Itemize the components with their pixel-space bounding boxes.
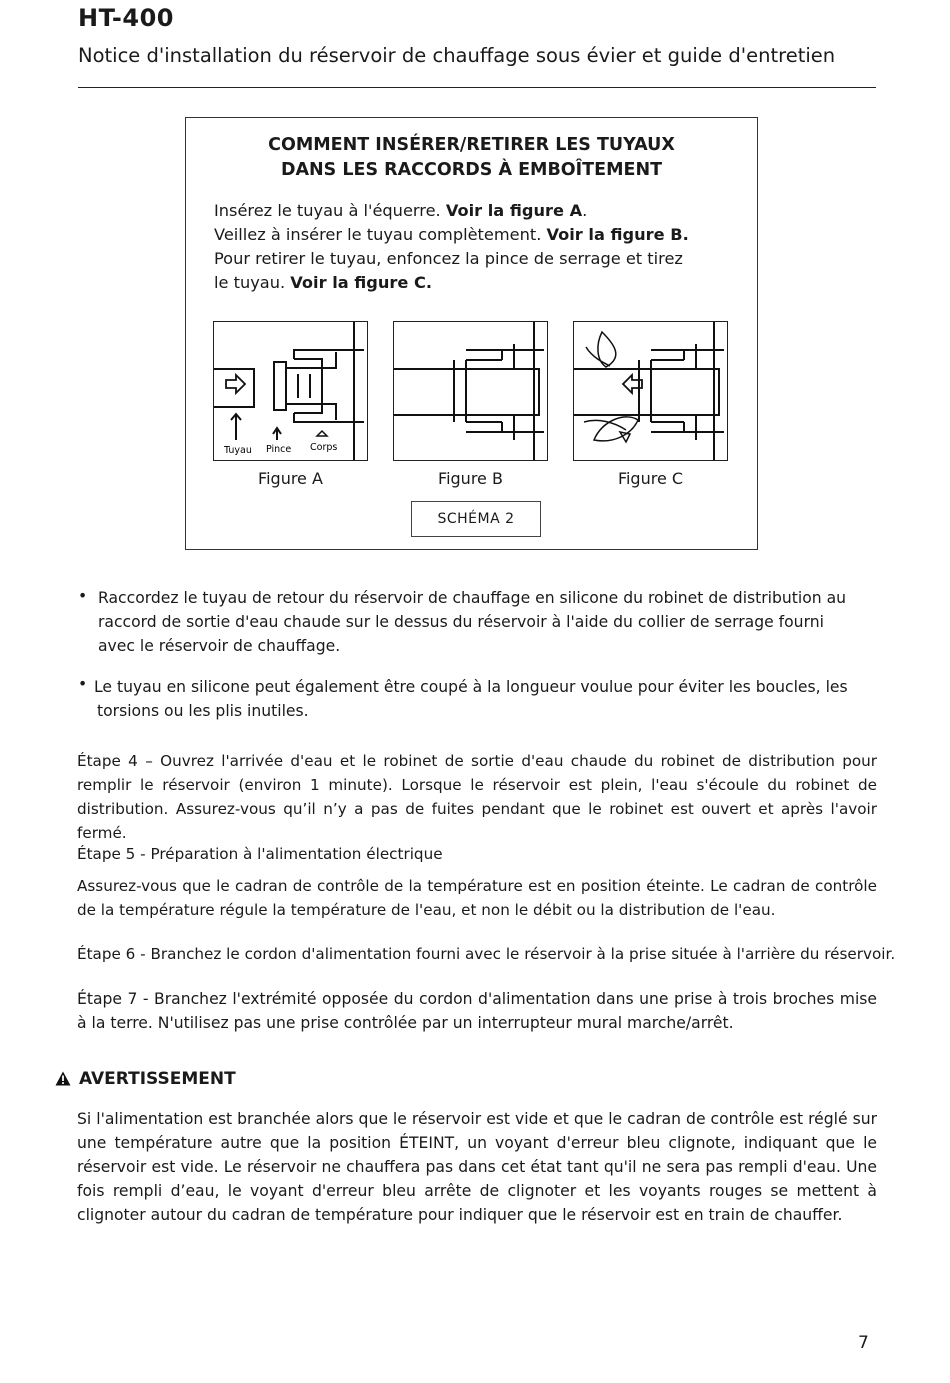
- bullet-2-line-1: Le tuyau en silicone peut également être coupé à la longueur voulue pour éviter les boucles, les: [94, 678, 848, 696]
- warning-heading-text: AVERTISSEMENT: [79, 1069, 236, 1089]
- instruction-text: .: [582, 201, 588, 220]
- header-rule: [78, 87, 876, 88]
- step-6-paragraph: Étape 6 - Branchez le cordon d'alimentation fourni avec le réservoir à la prise située à l'arrière du réservoir.: [77, 945, 896, 963]
- warning-triangle-icon: [55, 1071, 71, 1091]
- step-4-paragraph: Étape 4 – Ouvrez l'arrivée d'eau et le robinet de sortie d'eau chaude du robinet de distribution pour remplir le réservoir (environ 1 minute). Lorsque le réservoir est plein, l'eau s'écoule du robinet de distribution. Assurez-vous qu’il n’y a pas de fuites pendant que le robinet est ouvert et après l'avoir fermé.: [77, 752, 877, 842]
- instruction-line-4: [214, 273, 432, 292]
- bullet-2-line-2: torsions ou les plis inutiles.: [97, 702, 309, 720]
- bullet-marker: •: [78, 587, 88, 605]
- figure-b-caption: Figure B: [438, 469, 503, 488]
- bullet-1-line-1: Raccordez le tuyau de retour du réservoir de chauffage en silicone du robinet de distribution au: [98, 589, 847, 607]
- bullet-1-line-3: avec le réservoir de chauffage.: [98, 637, 341, 655]
- schema-title-line2: DANS LES RACCORDS À EMBOÎTEMENT: [280, 160, 663, 180]
- page-number: 7: [858, 1333, 869, 1353]
- warning-heading: [55, 1069, 236, 1091]
- schema-label: SCHÉMA 2: [411, 501, 541, 537]
- label-tuyau: Tuyau: [224, 445, 252, 456]
- instruction-line-1: [214, 201, 587, 220]
- figure-a-illustration: [213, 321, 368, 461]
- figure-reference: Voir la figure C.: [290, 273, 433, 292]
- figure-reference: Voir la figure B.: [546, 225, 689, 244]
- instruction-line-2: [214, 225, 689, 244]
- figure-c-caption: Figure C: [617, 469, 684, 488]
- label-corps: Corps: [310, 442, 338, 453]
- step-5-title: Étape 5 - Préparation à l'alimentation électrique: [77, 845, 443, 863]
- instruction-text: Insérez le tuyau à l'équerre.: [214, 201, 446, 220]
- bullet-marker: •: [78, 675, 88, 693]
- instruction-text: le tuyau.: [214, 273, 291, 292]
- document-subtitle: Notice d'installation du réservoir de chauffage sous évier et guide d'entretien: [78, 44, 836, 67]
- figure-a-drawing: [214, 322, 368, 461]
- schema-box: [185, 117, 758, 550]
- figure-b-drawing: [394, 322, 548, 461]
- schema-title-line1: COMMENT INSÉRER/RETIRER LES TUYAUX: [268, 135, 675, 155]
- figure-b-illustration: [393, 321, 548, 461]
- model-title: HT-400: [78, 4, 174, 32]
- bullet-1-line-2: raccord de sortie d'eau chaude sur le dessus du réservoir à l'aide du collier de serrage fourni: [98, 613, 824, 631]
- label-pince: Pince: [266, 444, 292, 455]
- warning-paragraph: Si l'alimentation est branchée alors que le réservoir est vide et que le cadran de contrôle est réglé sur une température autre que la position ÉTEINT, un voyant d'erreur bleu clignote, indiquant que le réservoir est vide. Le réservoir ne chauffera pas dans cet état tant qu'il ne sera pas rempli d'eau. Une fois rempli d’eau, le voyant d'erreur bleu arrête de clignoter et les voyants rouges se mettent à clignoter autour du cadran de température pour indiquer que le réservoir est en train de chauffer.: [77, 1110, 877, 1224]
- instruction-line-3: Pour retirer le tuyau, enfoncez la pince de serrage et tirez: [214, 249, 683, 268]
- step-5-paragraph: Assurez-vous que le cadran de contrôle de la température est en position éteinte. Le cadran de contrôle de la température régule la température de l'eau, et non le débit ou la distribution de l'eau.: [77, 877, 877, 919]
- figure-c-drawing: [574, 322, 728, 461]
- instruction-text: Veillez à insérer le tuyau complètement.: [214, 225, 547, 244]
- figure-a-caption: Figure A: [258, 469, 323, 488]
- figure-c-illustration: [573, 321, 728, 461]
- step-7-paragraph: Étape 7 - Branchez l'extrémité opposée du cordon d'alimentation dans une prise à trois broches mise à la terre. N'utilisez pas une prise contrôlée par un interrupteur mural marche/arrêt.: [77, 990, 877, 1032]
- figure-reference: Voir la figure A: [445, 201, 583, 220]
